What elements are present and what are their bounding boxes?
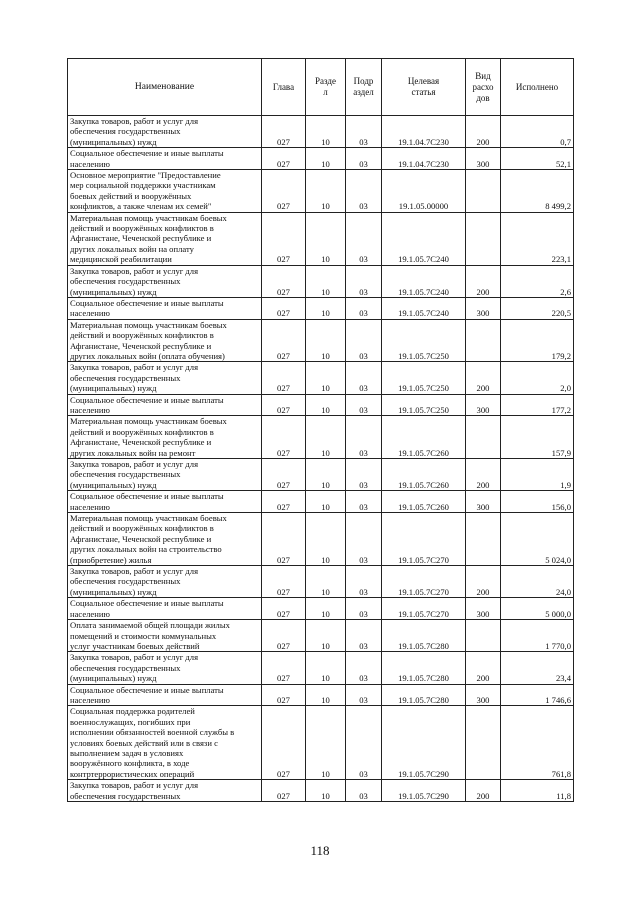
row-amount: 223,1 bbox=[501, 212, 574, 265]
row-article: 19.1.05.7С250 bbox=[382, 394, 466, 416]
row-podrazdel: 03 bbox=[346, 459, 382, 491]
table-row bbox=[68, 684, 574, 706]
row-vid: 200 bbox=[466, 116, 501, 148]
row-podrazdel: 03 bbox=[346, 297, 382, 319]
table-row bbox=[68, 513, 574, 566]
row-amount: 5 000,0 bbox=[501, 598, 574, 620]
row-name: Основное мероприятие "Предоставление мер социальной поддержки участникам боевых действий и вооружённых конфликтов, а также членам их семей" bbox=[68, 170, 262, 213]
row-article: 19.1.05.7С240 bbox=[382, 265, 466, 297]
row-razdel: 10 bbox=[306, 566, 346, 598]
table-row bbox=[68, 265, 574, 297]
row-podrazdel: 03 bbox=[346, 513, 382, 566]
row-podrazdel: 03 bbox=[346, 780, 382, 802]
table-row bbox=[68, 394, 574, 416]
row-name: Закупка товаров, работ и услуг для обеспечения государственных (муниципальных) нужд bbox=[68, 265, 262, 297]
row-amount: 2,0 bbox=[501, 362, 574, 394]
row-glava: 027 bbox=[262, 319, 306, 362]
row-glava: 027 bbox=[262, 212, 306, 265]
row-vid: 300 bbox=[466, 491, 501, 513]
row-vid: 300 bbox=[466, 394, 501, 416]
row-glava: 027 bbox=[262, 780, 306, 802]
row-glava: 027 bbox=[262, 620, 306, 652]
row-razdel: 10 bbox=[306, 598, 346, 620]
row-razdel: 10 bbox=[306, 265, 346, 297]
row-article: 19.1.05.7С250 bbox=[382, 319, 466, 362]
row-article: 19.1.05.7С250 bbox=[382, 362, 466, 394]
row-amount: 23,4 bbox=[501, 652, 574, 684]
row-razdel: 10 bbox=[306, 491, 346, 513]
row-article: 19.1.05.7С270 bbox=[382, 566, 466, 598]
row-article: 19.1.05.00000 bbox=[382, 170, 466, 213]
page-number: 118 bbox=[310, 843, 330, 858]
row-name: Социальное обеспечение и иные выплаты населению bbox=[68, 297, 262, 319]
row-article: 19.1.05.7С270 bbox=[382, 513, 466, 566]
row-name: Социальное обеспечение и иные выплаты населению bbox=[68, 684, 262, 706]
row-name: Социальное обеспечение и иные выплаты населению bbox=[68, 491, 262, 513]
row-name: Социальное обеспечение и иные выплаты населению bbox=[68, 394, 262, 416]
row-razdel: 10 bbox=[306, 706, 346, 780]
row-amount: 0,7 bbox=[501, 116, 574, 148]
row-article: 19.1.05.7С240 bbox=[382, 212, 466, 265]
row-razdel: 10 bbox=[306, 170, 346, 213]
table-body bbox=[68, 116, 574, 802]
row-amount: 157,9 bbox=[501, 416, 574, 459]
row-razdel: 10 bbox=[306, 116, 346, 148]
row-vid: 300 bbox=[466, 598, 501, 620]
row-article: 19.1.05.7С260 bbox=[382, 459, 466, 491]
row-name: Материальная помощь участникам боевых действий и вооружённых конфликтов в Афганистане, Чеченской республике и других локальных войн (оплата обучения) bbox=[68, 319, 262, 362]
table-row bbox=[68, 491, 574, 513]
row-amount: 1 746,6 bbox=[501, 684, 574, 706]
row-name: Закупка товаров, работ и услуг для обеспечения государственных (муниципальных) нужд bbox=[68, 459, 262, 491]
row-name: Социальное обеспечение и иные выплаты населению bbox=[68, 148, 262, 170]
row-name: Материальная помощь участникам боевых действий и вооружённых конфликтов в Афганистане, Чеченской республике и других локальных войн на оплату медицинской реабилитации bbox=[68, 212, 262, 265]
row-razdel: 10 bbox=[306, 416, 346, 459]
header-article: Целевая статья bbox=[382, 59, 466, 116]
row-vid bbox=[466, 170, 501, 213]
row-vid: 300 bbox=[466, 297, 501, 319]
header-amount: Исполнено bbox=[501, 59, 574, 116]
row-glava: 027 bbox=[262, 491, 306, 513]
row-glava: 027 bbox=[262, 652, 306, 684]
row-podrazdel: 03 bbox=[346, 148, 382, 170]
row-podrazdel: 03 bbox=[346, 116, 382, 148]
table-row bbox=[68, 212, 574, 265]
row-podrazdel: 03 bbox=[346, 566, 382, 598]
row-glava: 027 bbox=[262, 148, 306, 170]
row-article: 19.1.05.7С290 bbox=[382, 780, 466, 802]
row-article: 19.1.04.7С230 bbox=[382, 116, 466, 148]
row-glava: 027 bbox=[262, 706, 306, 780]
row-amount: 8 499,2 bbox=[501, 170, 574, 213]
row-article: 19.1.05.7С280 bbox=[382, 652, 466, 684]
row-name: Материальная помощь участникам боевых действий и вооружённых конфликтов в Афганистане, Чеченской республике и других локальных войн на ремонт bbox=[68, 416, 262, 459]
row-article: 19.1.04.7С230 bbox=[382, 148, 466, 170]
row-amount: 52,1 bbox=[501, 148, 574, 170]
row-podrazdel: 03 bbox=[346, 212, 382, 265]
row-glava: 027 bbox=[262, 116, 306, 148]
row-razdel: 10 bbox=[306, 684, 346, 706]
row-amount: 177,2 bbox=[501, 394, 574, 416]
table-row bbox=[68, 116, 574, 148]
row-glava: 027 bbox=[262, 598, 306, 620]
row-razdel: 10 bbox=[306, 620, 346, 652]
row-vid: 200 bbox=[466, 780, 501, 802]
row-razdel: 10 bbox=[306, 148, 346, 170]
row-vid: 200 bbox=[466, 652, 501, 684]
row-name: Материальная помощь участникам боевых действий и вооружённых конфликтов в Афганистане, Чеченской республике и других локальных войн на строительство (приобретение) жилья bbox=[68, 513, 262, 566]
row-glava: 027 bbox=[262, 297, 306, 319]
row-amount: 1,9 bbox=[501, 459, 574, 491]
header-razdel: Разде л bbox=[306, 59, 346, 116]
row-name: Оплата занимаемой общей площади жилых помещений и стоимости коммунальных услуг участникам боевых действий bbox=[68, 620, 262, 652]
row-vid: 200 bbox=[466, 566, 501, 598]
row-amount: 179,2 bbox=[501, 319, 574, 362]
row-vid: 300 bbox=[466, 684, 501, 706]
row-razdel: 10 bbox=[306, 212, 346, 265]
table-row bbox=[68, 297, 574, 319]
row-vid bbox=[466, 319, 501, 362]
row-vid: 200 bbox=[466, 459, 501, 491]
row-amount: 5 024,0 bbox=[501, 513, 574, 566]
row-podrazdel: 03 bbox=[346, 394, 382, 416]
row-name: Закупка товаров, работ и услуг для обеспечения государственных bbox=[68, 780, 262, 802]
table-row bbox=[68, 780, 574, 802]
row-name: Закупка товаров, работ и услуг для обеспечения государственных (муниципальных) нужд bbox=[68, 116, 262, 148]
row-name: Социальное обеспечение и иные выплаты населению bbox=[68, 598, 262, 620]
table-row bbox=[68, 148, 574, 170]
table-row bbox=[68, 319, 574, 362]
row-vid bbox=[466, 513, 501, 566]
row-razdel: 10 bbox=[306, 297, 346, 319]
row-name: Закупка товаров, работ и услуг для обеспечения государственных (муниципальных) нужд bbox=[68, 566, 262, 598]
row-article: 19.1.05.7С260 bbox=[382, 416, 466, 459]
row-glava: 027 bbox=[262, 566, 306, 598]
header-podrazdel: Подр аздел bbox=[346, 59, 382, 116]
row-vid bbox=[466, 416, 501, 459]
row-name: Закупка товаров, работ и услуг для обеспечения государственных (муниципальных) нужд bbox=[68, 362, 262, 394]
row-razdel: 10 bbox=[306, 652, 346, 684]
row-article: 19.1.05.7С260 bbox=[382, 491, 466, 513]
row-razdel: 10 bbox=[306, 513, 346, 566]
row-article: 19.1.05.7С280 bbox=[382, 620, 466, 652]
row-name: Социальная поддержка родителей военнослужащих, погибших при исполнении обязанностей военной службы в условиях боевых действий или в связи с выполнением задач в условиях вооружённого конфликта, в ходе контртеррористических операций bbox=[68, 706, 262, 780]
table-row bbox=[68, 459, 574, 491]
row-podrazdel: 03 bbox=[346, 491, 382, 513]
row-vid: 200 bbox=[466, 362, 501, 394]
header-glava: Глава bbox=[262, 59, 306, 116]
row-article: 19.1.05.7С240 bbox=[382, 297, 466, 319]
table-row bbox=[68, 566, 574, 598]
row-vid: 200 bbox=[466, 265, 501, 297]
budget-table bbox=[67, 58, 574, 802]
row-glava: 027 bbox=[262, 684, 306, 706]
row-razdel: 10 bbox=[306, 780, 346, 802]
row-vid bbox=[466, 620, 501, 652]
header-vid: Вид расхо дов bbox=[466, 59, 501, 116]
row-name: Закупка товаров, работ и услуг для обеспечения государственных (муниципальных) нужд bbox=[68, 652, 262, 684]
row-amount: 156,0 bbox=[501, 491, 574, 513]
row-glava: 027 bbox=[262, 394, 306, 416]
row-podrazdel: 03 bbox=[346, 265, 382, 297]
row-glava: 027 bbox=[262, 513, 306, 566]
row-vid: 300 bbox=[466, 148, 501, 170]
table-row bbox=[68, 598, 574, 620]
row-podrazdel: 03 bbox=[346, 652, 382, 684]
row-podrazdel: 03 bbox=[346, 319, 382, 362]
row-article: 19.1.05.7С280 bbox=[382, 684, 466, 706]
row-podrazdel: 03 bbox=[346, 362, 382, 394]
table-row bbox=[68, 362, 574, 394]
table-row bbox=[68, 706, 574, 780]
row-article: 19.1.05.7С290 bbox=[382, 706, 466, 780]
row-article: 19.1.05.7С270 bbox=[382, 598, 466, 620]
row-glava: 027 bbox=[262, 362, 306, 394]
table-row bbox=[68, 652, 574, 684]
table-header-row bbox=[68, 59, 574, 116]
row-amount: 2,6 bbox=[501, 265, 574, 297]
row-amount: 220,5 bbox=[501, 297, 574, 319]
row-amount: 1 770,0 bbox=[501, 620, 574, 652]
header-name: Наименование bbox=[68, 59, 262, 116]
row-razdel: 10 bbox=[306, 459, 346, 491]
row-amount: 11,8 bbox=[501, 780, 574, 802]
table-row bbox=[68, 620, 574, 652]
table-row bbox=[68, 170, 574, 213]
row-glava: 027 bbox=[262, 416, 306, 459]
row-podrazdel: 03 bbox=[346, 706, 382, 780]
row-razdel: 10 bbox=[306, 319, 346, 362]
row-podrazdel: 03 bbox=[346, 684, 382, 706]
row-razdel: 10 bbox=[306, 394, 346, 416]
row-vid bbox=[466, 706, 501, 780]
row-glava: 027 bbox=[262, 459, 306, 491]
row-podrazdel: 03 bbox=[346, 620, 382, 652]
row-podrazdel: 03 bbox=[346, 416, 382, 459]
row-amount: 761,8 bbox=[501, 706, 574, 780]
row-amount: 24,0 bbox=[501, 566, 574, 598]
row-podrazdel: 03 bbox=[346, 598, 382, 620]
row-podrazdel: 03 bbox=[346, 170, 382, 213]
table-row bbox=[68, 416, 574, 459]
row-glava: 027 bbox=[262, 265, 306, 297]
row-glava: 027 bbox=[262, 170, 306, 213]
row-vid bbox=[466, 212, 501, 265]
row-razdel: 10 bbox=[306, 362, 346, 394]
